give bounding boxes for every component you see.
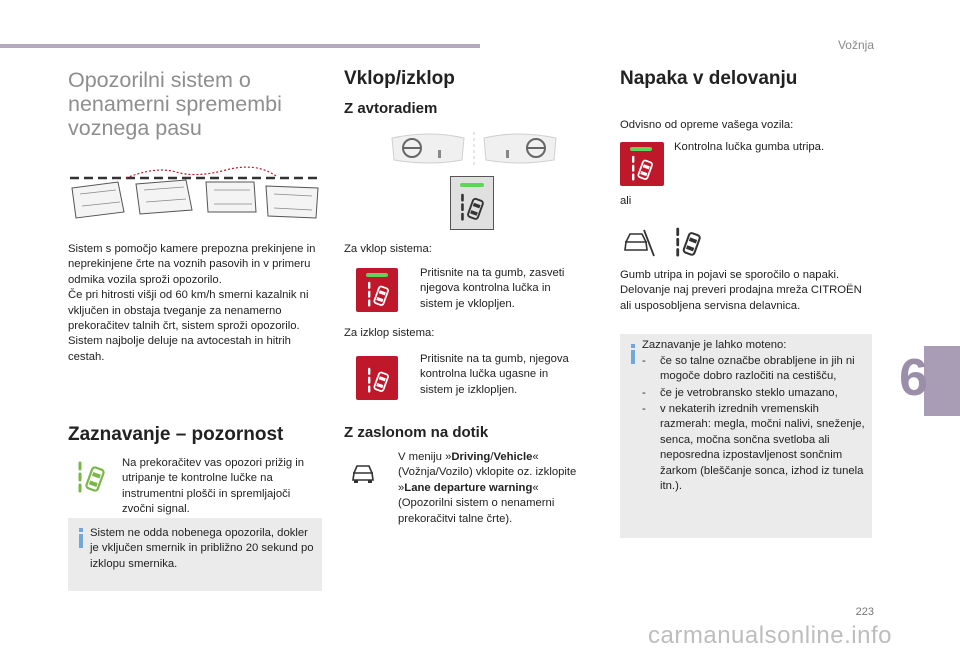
vehicle-menu-icon [350, 462, 376, 486]
intro-paragraph: Sistem s pomočjo kamere prepozna prekinjene in neprekinjene črte na voznih pasovih in v primeru odmika vozila sproži opozorilo. Če pri hitrosti višji od 60 km/h smerni kazalnik ni vključen in obstaja tveganje za nenamerno prekoračitev talnih črt, sistem sproži opozorilo. Sistem najbolje deluje na avtocestah in hitrih cestah. [68, 243, 316, 363]
fault-intro: Odvisno od opreme vašega vozila: [620, 119, 794, 131]
touchscreen-instruction: V meniju »Driving/Vehicle« (Vožnja/Vozilo) vklopite oz. izklopite »Lane departure warning« (Opozorilni sistem o nenamerni prekoračitvi talne črte). [398, 451, 577, 525]
lane-warning-lamp-icon [76, 460, 106, 496]
lane-symbol-icon [630, 154, 654, 184]
page-number: 223 [855, 606, 874, 618]
or-label: ali [620, 195, 632, 207]
lane-fault-icon [674, 226, 702, 260]
fault-button-icon [620, 142, 664, 186]
page-title: Opozorilni sistem o nenamerni spremembi voznega pasu [68, 68, 282, 140]
subtitle-touchscreen: Z zaslonom na dotik [344, 424, 489, 441]
info-box-interference [620, 334, 872, 538]
lane-symbol-icon [366, 280, 390, 310]
subtitle-detection: Zaznavanje – pozornost [68, 424, 284, 445]
section-title-onoff: Vklop/izklop [344, 68, 455, 89]
dash: - [642, 355, 646, 367]
lane-departure-illustration-icon [66, 160, 326, 230]
subtitle-autoradio: Z avtoradiem [344, 100, 438, 117]
top-accent-bar [0, 44, 480, 48]
lane-button-panel[interactable] [450, 176, 494, 230]
chapter-number: 6 [899, 349, 928, 407]
info-item-3: v nekaterih izrednih vremenskih razmerah: megla, močni nalivi, sneženje, senca, močna sončna svetloba ali neposredna izpostavljenost sončnim žarkom (bleščanje sonca, izhod iz tunela itn.). [660, 403, 865, 493]
chapter-tab [924, 346, 960, 416]
vehicle-fault-icon [622, 228, 656, 258]
off-label: Za izklop sistema: [344, 327, 435, 339]
button-on-icon [356, 268, 398, 312]
info-item-2: če je vetrobransko steklo umazano, [660, 387, 838, 399]
info-icon [628, 344, 638, 364]
info-item-1: če so talne označbe obrabljene in jih ni mogoče dobro razločiti na cestišču, [660, 355, 855, 383]
button-off-icon [356, 356, 398, 400]
fault-item-1: Kontrolna lučka gumba utripa. [674, 141, 825, 153]
info-box-indicator [68, 518, 322, 591]
off-instruction: Pritisnite na ta gumb, njegova kontrolna lučka ugasne in sistem je izklopljen. [420, 353, 569, 396]
lane-symbol-icon [459, 191, 485, 225]
alert-description: Na prekoračitev vas opozori prižig in utripanje te kontrolne lučke na instrumentni plošči in spremljajoči zvočni signal. [122, 457, 305, 516]
info-intro: Zaznavanje je lahko moteno: [642, 339, 787, 351]
button-led [460, 183, 484, 187]
lane-symbol-icon [366, 366, 390, 396]
section-title-fault: Napaka v delovanju [620, 68, 798, 89]
info-icon [76, 528, 86, 548]
section-name: Vožnja [837, 38, 874, 52]
watermark: carmanualsonline.info [648, 622, 892, 649]
dash: - [642, 403, 646, 415]
info-text: Sistem ne odda nobenega opozorila, dokler je vključen smernik in približno 20 sekund po izklopu smernika. [90, 527, 314, 570]
on-label: Za vklop sistema: [344, 243, 432, 255]
steering-wheel-buttons-icon [390, 132, 558, 166]
fault-description: Gumb utripa in pojavi se sporočilo o napaki. Delovanje naj preveri prodajna mreža CITROËN ali usposobljena servisna delavnica. [620, 269, 862, 312]
on-instruction: Pritisnite na ta gumb, zasveti njegova kontrolna lučka in sistem je vklopljen. [420, 267, 565, 310]
dash: - [642, 387, 646, 399]
